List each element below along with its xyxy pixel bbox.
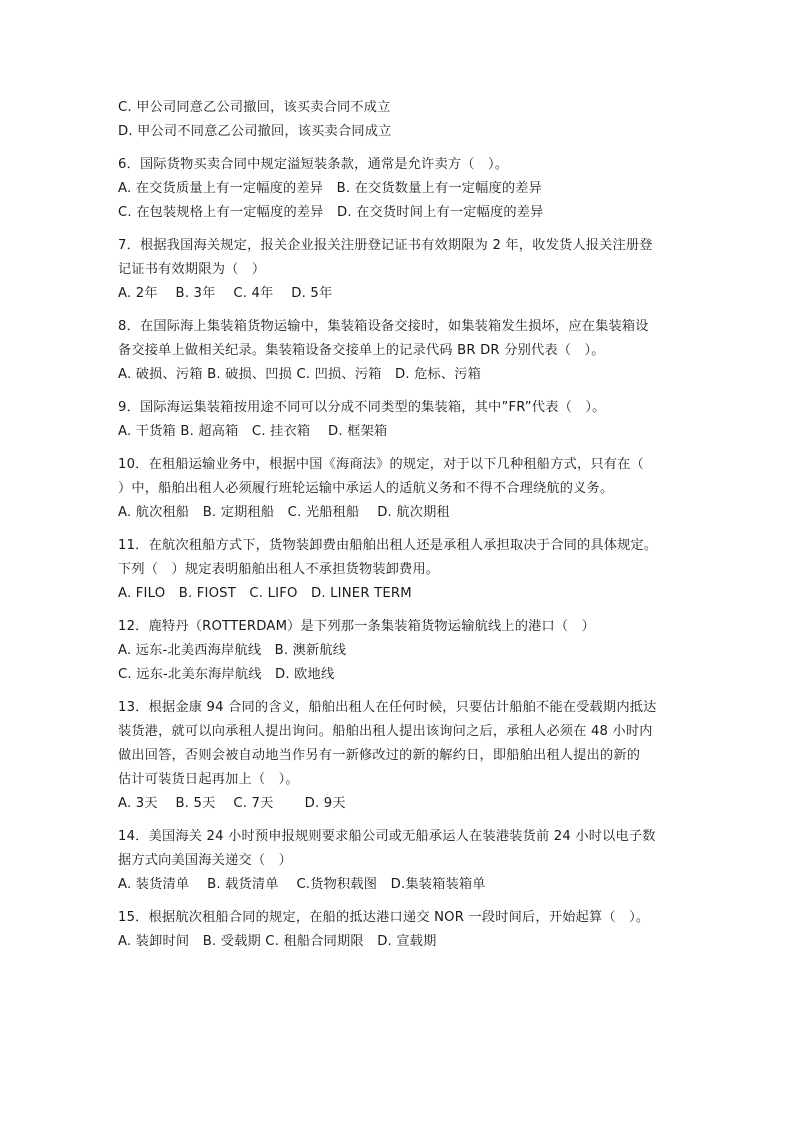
option-line: C. 甲公司同意乙公司撤回，该买卖合同不成立 <box>118 100 391 115</box>
divider <box>118 687 678 696</box>
divider <box>118 144 678 153</box>
question-14-options: A. 装货清单 B. 载货清单 C.货物积载图 D.集装箱装箱单 <box>118 877 486 892</box>
question-11-stem: 下列（ ）规定表明船舶出租人不承担货物装卸费用。 <box>118 562 440 577</box>
divider <box>118 897 678 906</box>
divider <box>118 525 678 534</box>
question-13-stem: 估计可装货日起再加上（ ）。 <box>118 772 299 787</box>
question-10-options: A. 航次租船 B. 定期租船 C. 光船租船 D. 航次期租 <box>118 505 450 520</box>
question-11-options: A. FILO B. FIOST C. LIFO D. LINER TERM <box>118 586 412 601</box>
question-6-options: A. 在交货质量上有一定幅度的差异 B. 在交货数量上有一定幅度的差异 <box>118 181 543 196</box>
question-15-stem: 15．根据航次租船合同的规定，在船的抵达港口递交 NOR 一段时间后，开始起算（ ）。 <box>118 910 650 925</box>
question-12-options: A. 远东-北美西海岸航线 B. 澳新航线 <box>118 643 347 658</box>
divider <box>118 225 678 234</box>
question-11-stem: 11．在航次租船方式下，货物装卸费由船舶出租人还是承租人承担取决于合同的具体规定。 <box>118 538 658 553</box>
question-13-options: A. 3天 B. 5天 C. 7天 D. 9天 <box>118 796 346 811</box>
question-13-stem: 做出回答，否则会被自动地当作另有一新修改过的新的解约日，即船舶出租人提出的新的 <box>118 748 641 763</box>
option-line: D. 甲公司不同意乙公司撤回，该买卖合同成立 <box>118 124 392 139</box>
question-15-options: A. 装卸时间 B. 受载期 C. 租船合同期限 D. 宣载期 <box>118 934 437 949</box>
question-13-stem: 13．根据金康 94 合同的含义，船舶出租人在任何时候，只要估计船舶不能在受载期内抵达 <box>118 700 657 715</box>
question-14-stem: 14．美国海关 24 小时预申报规则要求船公司或无船承运人在装港装货前 24 小时以电子数 <box>118 829 656 844</box>
question-12-stem: 12．鹿特丹（ROTTERDAM）是下列那一条集装箱货物运输航线上的港口（ ） <box>118 619 596 634</box>
question-7-stem: 7．根据我国海关规定，报关企业报关注册登记证书有效期限为 2 年，收发货人报关注册登 <box>118 238 653 253</box>
question-7-stem: 记证书有效期限为（ ） <box>118 262 266 277</box>
question-13-stem: 装货港，就可以向承租人提出询问。船舶出租人提出该询问之后，承租人必须在 48 小时内 <box>118 724 653 739</box>
question-6-options: C. 在包装规格上有一定幅度的差异 D. 在交货时间上有一定幅度的差异 <box>118 205 544 220</box>
question-8-options: A. 破损、污箱 B. 破损、凹损 C. 凹损、污箱 D. 危标、污箱 <box>118 367 482 382</box>
question-7-options: A. 2年 B. 3年 C. 4年 D. 5年 <box>118 286 333 301</box>
question-10-stem: ）中，船舶出租人必须履行班轮运输中承运人的适航义务和不得不合理绕航的义务。 <box>118 481 614 496</box>
question-10-stem: 10．在租船运输业务中，根据中国《海商法》的规定，对于以下几种租船方式，只有在（ <box>118 457 644 472</box>
divider <box>118 306 678 315</box>
divider <box>118 444 678 453</box>
question-14-stem: 据方式向美国海关递交（ ） <box>118 853 293 868</box>
question-8-stem: 8．在国际海上集装箱货物运输中，集装箱设备交接时，如集装箱发生损坏，应在集装箱设 <box>118 319 649 334</box>
question-9-options: A. 干货箱 B. 超高箱 C. 挂衣箱 D. 框架箱 <box>118 424 388 439</box>
document-body <box>118 96 678 954</box>
question-9-stem: 9．国际海运集装箱按用途不同可以分成不同类型的集装箱，其中”FR”代表（ ）。 <box>118 400 606 415</box>
question-6-stem: 6．国际货物买卖合同中规定溢短装条款，通常是允许卖方（ ）。 <box>118 157 509 172</box>
question-12-options: C. 远东-北美东海岸航线 D. 欧地线 <box>118 667 335 682</box>
divider <box>118 816 678 825</box>
question-8-stem: 备交接单上做相关纪录。集装箱设备交接单上的记录代码 BR DR 分别代表（ ）。 <box>118 343 605 358</box>
divider <box>118 606 678 615</box>
divider <box>118 387 678 396</box>
